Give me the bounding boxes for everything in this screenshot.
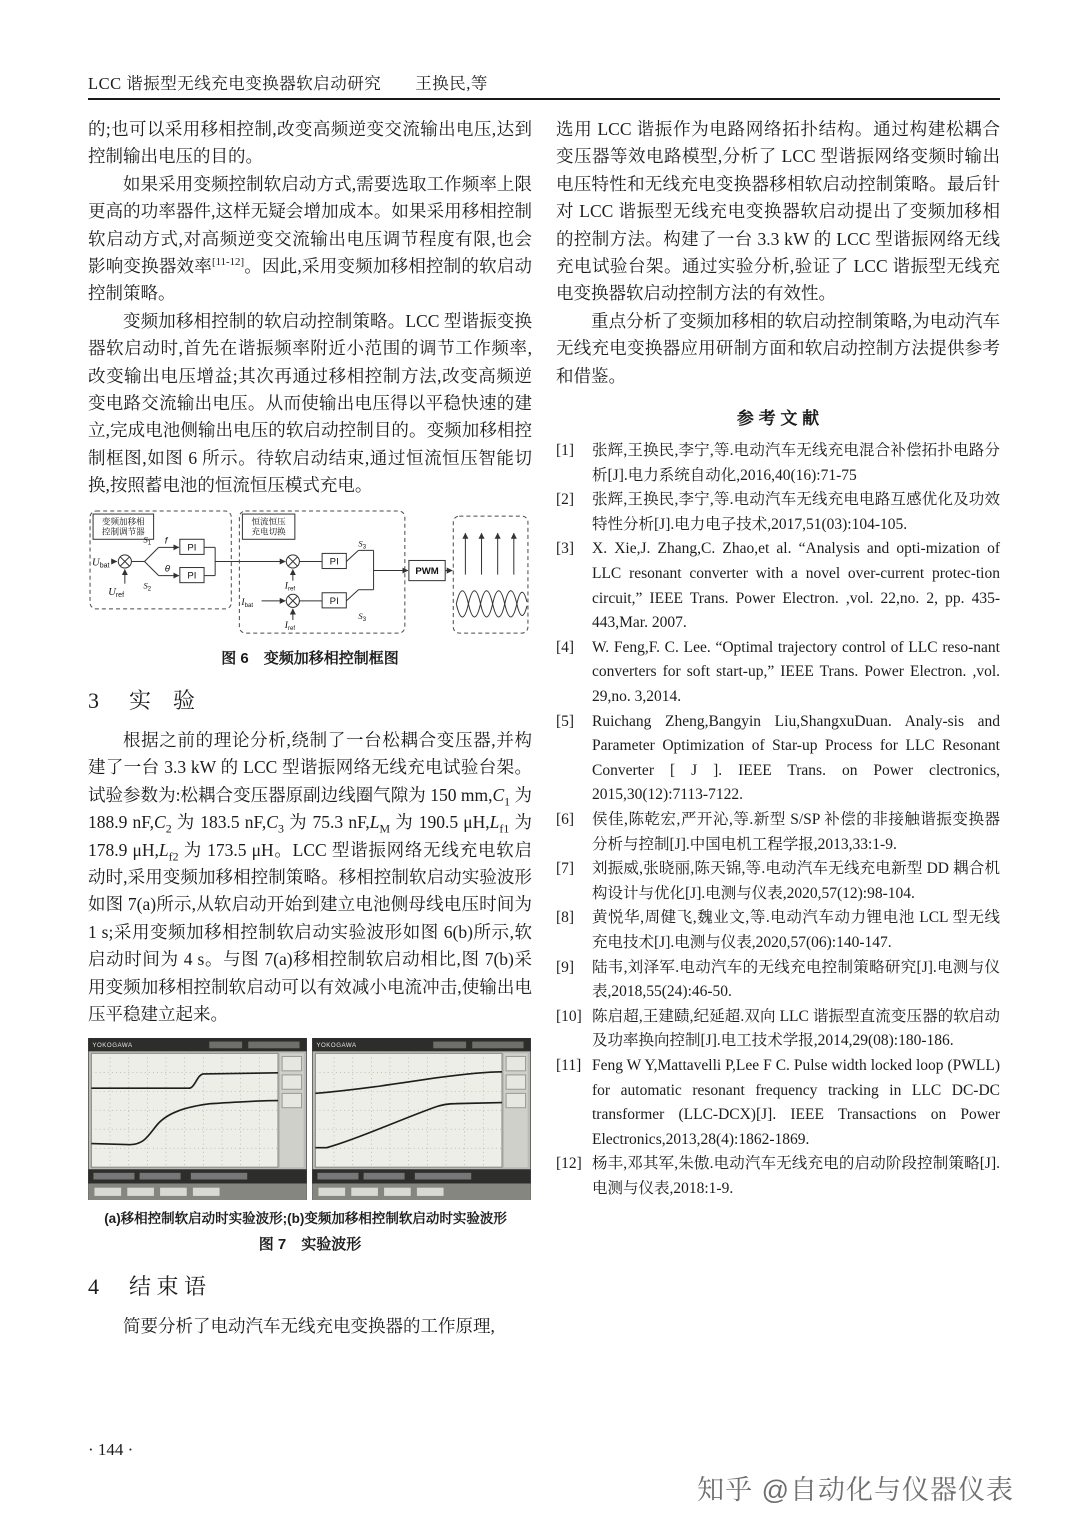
reference-text: X. Xie,J. Zhang,C. Zhao,et al. “Analysis and opti-mization of LLC resonant converter with a novel over-current protec-tion circuit,” IEEE Trans. Power Electron. ,vol. 22,no. 2, pp. 435-443,Mar. 2007.: [592, 540, 1000, 632]
pi-label-3: PI: [329, 556, 339, 568]
reference-item: [556, 1152, 1000, 1201]
s2-label: S2: [143, 580, 152, 593]
reference-item: [556, 439, 1000, 488]
reference-text: Feng W Y,Mattavelli P,Lee F C. Pulse width locked loop (PWLL) for automatic resonant frequency tracking in LLC DC-DC transformer (LLC-DCX)[J]. IEEE Transactions on Power Electronics,2013,28(4):1862-1869.: [592, 1056, 1000, 1148]
reference-number: [6]: [556, 810, 575, 828]
iref-label-1: Iref: [284, 580, 296, 593]
figure-7-caption: 图 7 实验波形: [258, 1236, 362, 1254]
reference-number: [5]: [556, 712, 575, 730]
reference-item: [556, 857, 1000, 906]
oscilloscope-row: [88, 1038, 532, 1200]
reference-number: [7]: [556, 860, 575, 878]
cccv-label-line1: 恒流恒压: [251, 516, 286, 527]
reference-text: 陈启超,王建赜,纪延超.双向 LLC 谐振型直流变压器的软启动及功率换向控制[J].电工技术学报,2014,29(08):180-186.: [592, 1007, 1000, 1050]
two-column-body: [88, 116, 1000, 1341]
reference-text: 黄悦华,周健飞,魏业文,等.电动汽车动力锂电池 LCL 型无线充电技术[J].电测与仪表,2020,57(06):140-147.: [592, 909, 1000, 951]
section-4-heading: 4 结 束 语: [88, 1274, 207, 1300]
paragraph: 重点分析了变频加移相的软启动控制策略,为电动汽车无线充电变换器应用研制方面和软启动控制方法提供参考和借鉴。: [556, 310, 1000, 386]
figure-7: [88, 1038, 532, 1254]
right-column: [556, 116, 1000, 1341]
reference-item: [556, 808, 1000, 857]
running-header: [88, 70, 488, 94]
reference-number: [8]: [556, 909, 575, 927]
reference-item: [556, 710, 1000, 808]
paragraph: 如果采用变频控制软启动方式,需要选取工作频率上限更高的功率器件,这样无疑会增加成本。如果采用移相控制软启动方式,对高频逆变交流输出电压调节程度有限,也会影响变换器效率[11-12]。因此,采用变频加移相控制的软启动控制策略。: [88, 173, 533, 304]
reference-number: [2]: [556, 491, 575, 509]
page-number: · 144 ·: [88, 1440, 134, 1459]
paragraph: 变频加移相控制的软启动控制策略。LCC 型谐振变换器软启动时,首先在谐振频率附近小范围的调节工作频率,改变输出电压增益;其次再通过移相控制方法,改变高频逆变电路交流输出电压。从而使输出电压得以平稳快速的建立,完成电池侧输出电压的软启动控制目的。变频加移相控制框图,如图 6 所示。待软启动结束,通过恒流恒压智能切换,按照蓄电池的恒流恒压模式充电。: [88, 310, 532, 496]
reference-text: 张辉,王换民,李宁,等.电动汽车无线充电混合补偿拓扑电路分析[J].电力系统自动化,2016,40(16):71-75: [592, 442, 1000, 484]
oscilloscope-screenshot-a: [88, 1038, 307, 1200]
reference-number: [4]: [556, 638, 575, 656]
watermark: 知乎 @自动化与仪器仪表: [697, 1475, 1014, 1505]
conclusion-paragraph: 简要分析了电动汽车无线充电变换器的工作原理,: [123, 1316, 495, 1337]
paragraph-continuation: 的;也可以采用移相控制,改变高频逆变交流输出电压,达到控制输出电压的目的。: [88, 119, 532, 167]
iref-label-2: Iref: [284, 619, 296, 632]
switch-s3-upper: [346, 550, 358, 561]
reference-text: 张辉,王换民,李宁,等.电动汽车无线充电电路互感优化及功效特性分析[J].电力电子技术,2017,51(03):104-105.: [592, 491, 1000, 533]
reference-item: [556, 1005, 1000, 1054]
pi-label-2: PI: [187, 570, 197, 582]
reference-text: 刘振威,张晓丽,陈天锦,等.电动汽车无线充电新型 DD 耦合机构设计与优化[J].电测与仪表,2020,57(12):98-104.: [592, 860, 1000, 902]
running-title: LCC 谐振型无线充电变换器软启动研究 王换民,等: [88, 74, 488, 93]
switch-s2: [145, 561, 159, 575]
reference-text: 杨丰,邓其军,朱傲.电动汽车无线充电的启动阶段控制策略[J].电测与仪表,2018:1-9.: [592, 1155, 1000, 1197]
pi-label-4: PI: [329, 595, 339, 607]
ibat-label: Ibat: [241, 596, 253, 609]
reference-list: [556, 439, 1000, 1201]
s3-label-lower: S3: [358, 610, 367, 623]
ubat-label: Ubat: [92, 557, 110, 570]
pwm-label: PWM: [415, 565, 439, 577]
reference-item: [556, 906, 1000, 955]
regulator-label-line1: 变频加移相: [101, 516, 145, 527]
figure-7-subcaption: (a)移相控制软启动时实验波形;(b)变频加移相控制软启动时实验波形: [104, 1211, 507, 1227]
reference-number: [9]: [556, 958, 575, 976]
scope-brand-a: YOKOGAWA: [92, 1042, 133, 1050]
pi-label-1: PI: [187, 542, 197, 554]
switch-s3-lower: [346, 589, 358, 600]
header-rule: [88, 98, 1000, 100]
oscilloscope-screenshot-b: [312, 1038, 531, 1200]
reference-number: [12]: [556, 1155, 582, 1173]
scope-brand-b: YOKOGAWA: [316, 1042, 357, 1050]
section-3-heading: 3 实 验: [88, 687, 196, 713]
s1-label: S1: [143, 533, 152, 547]
theta-label: θ: [164, 563, 170, 575]
uref-label: Uref: [108, 586, 125, 599]
experiment-paragraph: 根据之前的理论分析,绕制了一台松耦合变压器,并构建了一台 3.3 kW 的 LCC 型谐振网络无线充电试验台架。试验参数为:松耦合变压器原副边线圈气隙为 150 $mm,C_1$ 为 188.9 $nF,C_2$ 为 183.5 $nF,C_3$ 为 75.3 $nF,L_M$ 为 190.5 $\mu H,L_{f1}$ 为 178.9 $\mu H,L_{f2}$ 为 173.5 μH。LCC 型谐振网络无线充电软启动时,采用变频加移相控制策略。移相控制软启动实验波形如图 7(a)所示,从软启动开始到建立电池侧母线电压时间为 1 s;采用变频加移相控制软启动实验波形如图 6(b)所示,软启动时间为 4 s。与图 7(a)移相控制软启动相比,图 7(b)采用变频加移相控制软启动可以有效减小电流冲击,使输出电压平稳建立起来。: [88, 729, 532, 1024]
control-block-diagram: [88, 508, 532, 643]
sine-wave-2: [456, 590, 527, 616]
reference-number: [1]: [556, 442, 575, 460]
reference-text: W. Feng,F. C. Lee. “Optimal trajectory control of LLC reso-nant converters for soft start-up,” IEEE Trans. Power Electron. ,vol. 29,no. 3,2014.: [592, 638, 1000, 705]
reference-text: 侯佳,陈乾宏,严开沁,等.新型 S/SP 补偿的非接触谐振变换器分析与控制[J].中国电机工程学报,2013,33:1-9.: [592, 810, 1000, 853]
cccv-label-line2: 充电切换: [251, 526, 286, 537]
figure-6: [88, 508, 532, 668]
reference-item: [556, 1054, 1000, 1152]
reference-number: [3]: [556, 540, 575, 558]
reference-number: [11]: [556, 1056, 582, 1074]
f-label: f: [164, 535, 168, 547]
reference-item: [556, 956, 1000, 1005]
left-column: [88, 116, 532, 1341]
reference-item: [556, 537, 1000, 635]
reference-item: [556, 636, 1000, 710]
reference-item: [556, 488, 1000, 537]
paragraph-continuation: 选用 LCC 谐振作为电路网络拓扑结构。通过构建松耦合变压器等效电路模型,分析了 LCC 型谐振网络变频时输出电压特性和无线充电变换器移相软启动控制策略。最后针对 LCC 谐振型无线充电变换器软启动提出了变频加移相的控制方法。构建了一台 3.3 kW 的 LCC 型谐振网络无线充电试验台架。通过实验分析,验证了 LCC 谐振型无线充电变换器软启动控制方法的有效性。: [556, 119, 1000, 304]
reference-number: [10]: [556, 1007, 582, 1025]
references-heading: 参 考 文 献: [736, 409, 820, 429]
figure-6-caption: 图 6 变频加移相控制框图: [221, 649, 399, 667]
s3-label-upper: S3: [358, 538, 367, 551]
regulator-label-line2: 控制调节器: [101, 526, 145, 537]
reference-text: Ruichang Zheng,Bangyin Liu,ShangxuDuan. Analy-sis and Parameter Optimization of Star-up Process for LLC Resonant Converter [ J ]. IEEE Trans. on Power clectronics, 2015,30(12):7113-7122.: [592, 712, 1000, 804]
switch-s1: [145, 547, 159, 561]
reference-text: 陆韦,刘泽军.电动汽车的无线充电控制策略研究[J].电测与仪表,2018,55(24):46-50.: [592, 958, 1000, 1001]
